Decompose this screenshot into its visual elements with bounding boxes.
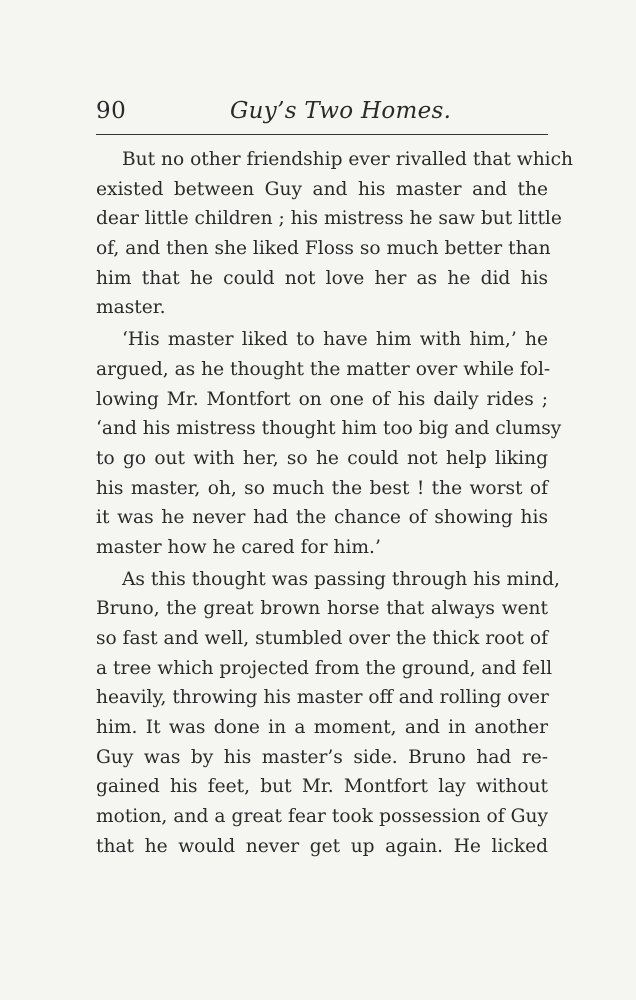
text-line: master how he cared for him.’ [96,536,381,558]
text-line: Bruno, the great brown horse that always went [96,598,548,620]
text-line: But no other friendship ever rivalled that which [122,149,574,170]
body-text [96,145,574,862]
text-line: dear little children ; his mistress he saw but little [96,208,562,230]
running-head [96,98,548,132]
text-line: a tree which projected from the ground, and fell [96,657,553,679]
header-rule [96,134,548,135]
text-line: As this thought was passing through his mind, [122,568,560,590]
text-line: him that he could not love her as he did his [96,267,548,289]
paragraph [96,325,562,563]
text-line: Guy was by his master’s side. Bruno had re- [96,746,548,768]
text-line: motion, and a great fear took possession of Guy [96,806,548,828]
running-title: Guy’s Two Homes. [230,98,452,124]
text-line: argued, as he thought the matter over while fol- [96,358,551,380]
text-line: heavily, throwing his master off and rolling over [96,687,549,709]
text-line: ‘and his mistress thought him too big and clumsy [96,418,562,440]
page-number: 90 [96,98,127,124]
text-line: existed between Guy and his master and the [96,178,548,200]
text-line: so fast and well, stumbled over the thick root of [96,628,548,649]
text-line: gained his feet, but Mr. Montfort lay without [96,776,548,798]
paragraph [96,145,574,323]
paragraph [96,565,560,862]
text-line: lowing Mr. Montfort on one of his daily rides ; [96,388,548,410]
text-line: master. [96,297,166,319]
text-line: that he would never get up again. He licked [96,835,548,857]
text-line: his master, oh, so much the best ! the worst of [96,477,548,499]
text-line: it was he never had the chance of showing his [96,507,548,529]
text-line: him. It was done in a moment, and in another [96,717,548,739]
text-line: ‘His master liked to have him with him,’ he [122,329,548,351]
text-line: to go out with her, so he could not help liking [96,447,548,469]
text-line: of, and then she liked Floss so much better than [96,238,551,260]
